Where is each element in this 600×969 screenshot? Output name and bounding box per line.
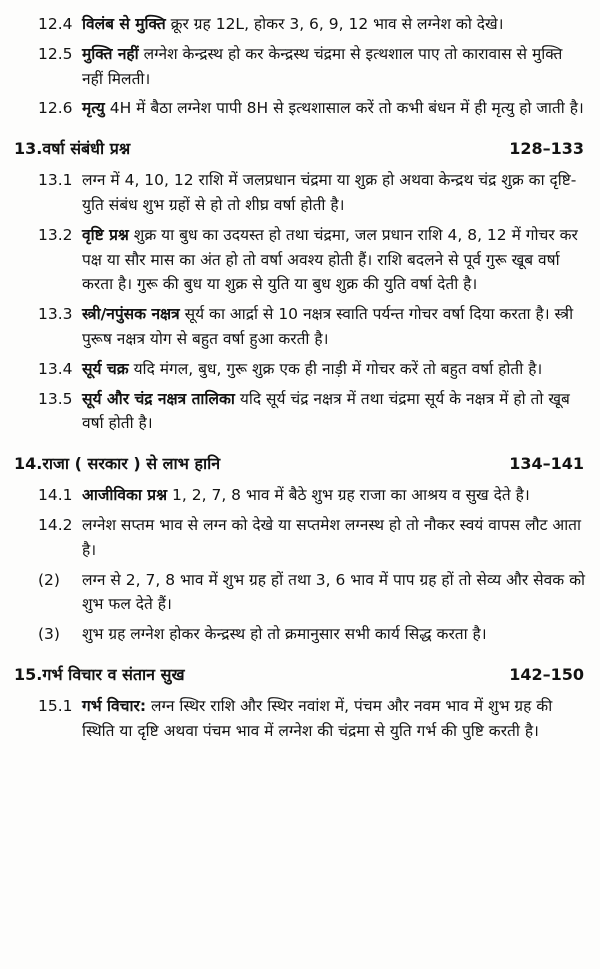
- item-text: [82, 12, 586, 37]
- item-text: [82, 223, 586, 297]
- item-lead: विलंब से मुक्ति: [82, 15, 166, 33]
- toc-item: [14, 168, 586, 218]
- item-lead: मुक्ति नहीं: [82, 44, 139, 63]
- toc-item: [14, 513, 586, 563]
- item-number: 13.5: [38, 389, 73, 408]
- item-number: 13.4: [38, 359, 73, 378]
- item-number: 14.1: [38, 486, 73, 505]
- item-text: [82, 568, 586, 618]
- item-number: 13.1: [38, 171, 73, 190]
- item-text: [82, 42, 586, 92]
- item-text: [82, 513, 586, 563]
- item-body-text: लग्नेश सप्तम भाव से लग्न को देखे या सप्तमेश लग्नस्थ हो तो नौकर स्वयं वापस लौट आता है।: [82, 515, 582, 559]
- section-heading: [14, 137, 586, 161]
- section-heading: [14, 452, 586, 476]
- item-text: [82, 622, 586, 647]
- toc-item: [14, 302, 586, 352]
- item-number: 12.4: [38, 15, 73, 33]
- item-body-text: क्रूर ग्रह 12L, होकर 3, 6, 9, 12 भाव से लग्नेश को देखे।: [170, 15, 504, 33]
- toc-item: [14, 357, 586, 382]
- toc-item: [14, 483, 586, 508]
- item-body-text: सूर्य का आर्द्रा से 10 नक्षत्र स्वाति पर्यन्त गोचर वर्षा दिया करता है। स्त्री पुरूष नक्षत्र योग से बहुत वर्षा हुआ करती है।: [82, 305, 574, 348]
- item-text: [82, 168, 586, 218]
- item-body-text: यदि सूर्य चंद्र नक्षत्र में तथा चंद्रमा सूर्य के नक्षत्र में हो तो खूब वर्षा होती है।: [82, 389, 570, 433]
- section-title: गर्भ विचार व संतान सुख: [42, 664, 185, 684]
- item-lead: स्त्री/नपुंसक नक्षत्र: [82, 305, 180, 324]
- item-body-text: 4H में बैठा लग्नेश पापी 8H से इत्थशासाल करें तो कभी बंधन में ही मृत्यु हो जाती है।: [109, 99, 584, 118]
- toc-item: [14, 622, 586, 647]
- item-lead: गर्भ विचार:: [82, 696, 147, 715]
- item-number: (2): [38, 570, 60, 589]
- item-body-text: यदि मंगल, बुध, गुरू शुक्र एक ही नाड़ी में गोचर करें तो बहुत वर्षा होती है।: [133, 359, 543, 378]
- section-number: 14.: [14, 454, 43, 474]
- toc-item: [14, 223, 586, 297]
- item-lead: मृत्यु: [82, 99, 105, 118]
- section-title: वर्षा संबंधी प्रश्न: [42, 139, 131, 159]
- item-text: [82, 694, 586, 744]
- item-number: 13.2: [38, 225, 73, 244]
- item-number: (3): [38, 625, 60, 644]
- toc-item: [14, 42, 586, 92]
- toc-item: [14, 694, 586, 744]
- section-title: राजा ( सरकार ) से लाभ हानि: [42, 454, 221, 474]
- item-body-text: शुक्र या बुध का उदयस्त हो तथा चंद्रमा, जल प्रधान राशि 4, 8, 12 में गोचर कर पक्ष या सौर मास का अंत हो तो वर्षा अवश्य होती हैं। राशि बदलने से पूर्व गुरू खूब वर्षा करता है। गुरू की बुध या शुक्र से युति या बुध शुक्र की युति वर्षा देती है।: [82, 225, 578, 294]
- item-lead: वृष्टि प्रश्न: [82, 225, 129, 244]
- item-number: 13.3: [38, 305, 73, 324]
- item-lead: सूर्य और चंद्र नक्षत्र तालिका: [82, 389, 235, 408]
- item-lead: आजीविका प्रश्न: [82, 486, 168, 505]
- item-body-text: लग्न से 2, 7, 8 भाव में शुभ ग्रह हों तथा 3, 6 भाव में पाप ग्रह हों तो सेव्य और सेवक को शुभ फल देते हैं।: [82, 570, 586, 614]
- section-page-range: 128–133: [509, 139, 584, 159]
- item-number: 14.2: [38, 515, 73, 534]
- item-body-text: लग्न में 4, 10, 12 राशि में जलप्रधान चंद्रमा या शुक्र हो अथवा केन्द्रथ चंद्र शुक्र का दृष्टि-युति संबंध शुभ ग्रहों से हो तो शीघ्र वर्षा होती है।: [82, 171, 577, 214]
- item-number: 12.6: [38, 99, 73, 118]
- item-body-text: 1, 2, 7, 8 भाव में बैठे शुभ ग्रह राजा का आश्रय व सुख देते है।: [172, 486, 530, 505]
- item-body-text: लग्नेश केन्द्रस्थ हो कर केन्द्रस्थ चंद्रमा से इत्थशाल पाए तो कारावास से मुक्ति नहीं मिलती।: [82, 44, 563, 88]
- item-number: 15.1: [38, 696, 73, 715]
- item-text: [82, 357, 586, 382]
- toc-item: [14, 96, 586, 121]
- item-text: [82, 387, 586, 437]
- item-body-text: लग्न स्थिर राशि और स्थिर नवांश में, पंचम और नवम भाव में शुभ ग्रह की स्थिति या दृष्टि अथवा पंचम भाव में लग्नेश की चंद्रमा से युति गर्भ की पुष्टि करती है।: [82, 696, 553, 740]
- item-body-text: शुभ ग्रह लग्नेश होकर केन्द्रस्थ हो तो क्रमानुसार सभी कार्य सिद्ध करता है।: [82, 625, 487, 644]
- toc-item: [14, 568, 586, 618]
- toc-item: [14, 387, 586, 437]
- toc-item: [14, 12, 586, 37]
- section-number: 15.: [14, 664, 43, 684]
- section-heading: [14, 663, 586, 687]
- section-number: 13.: [14, 139, 43, 159]
- item-text: [82, 96, 586, 121]
- section-page-range: 142–150: [509, 664, 584, 684]
- item-number: 12.5: [38, 44, 73, 63]
- item-lead: सूर्य चक्र: [82, 359, 129, 378]
- section-page-range: 134–141: [509, 454, 584, 474]
- item-text: [82, 483, 586, 508]
- item-text: [82, 302, 586, 352]
